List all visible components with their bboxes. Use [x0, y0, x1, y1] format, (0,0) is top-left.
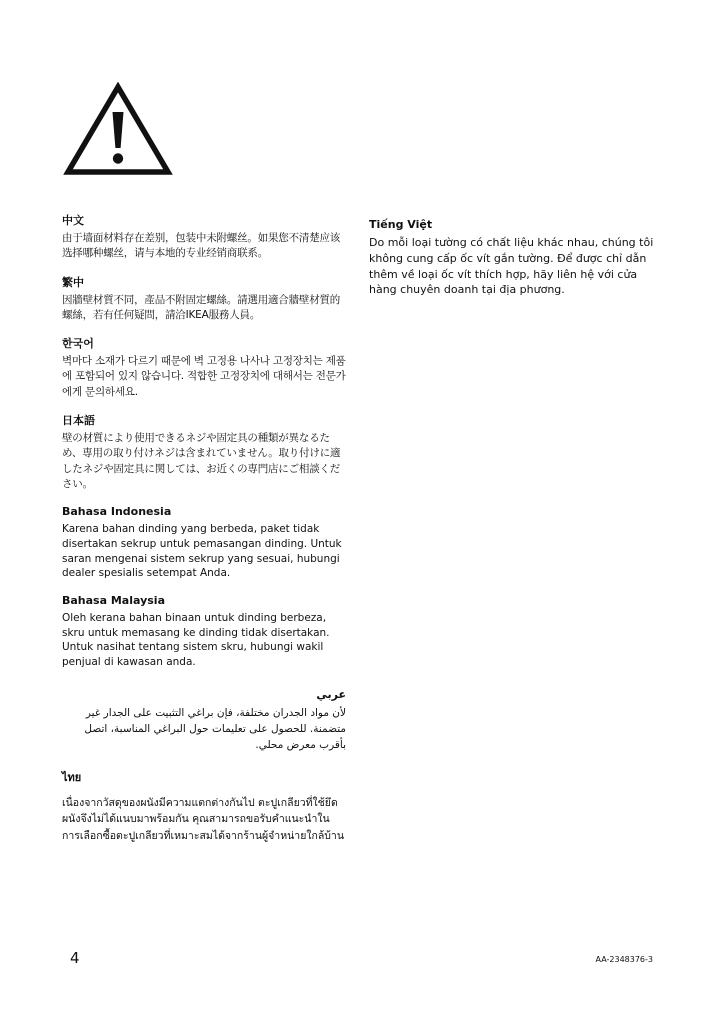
section-heading: 中文 — [62, 214, 84, 227]
section-text: Oleh kerana bahan binaan untuk dinding berbeza, skru untuk memasang ke dinding tidak disertakan. Untuk nasihat tentang sistem skru, hubungi wakil penjual di kawasan anda. — [62, 612, 330, 669]
section-indonesian — [62, 505, 346, 581]
section-text: 因牆壁材質不同，產品不附固定螺絲。請選用適合牆壁材質的螺絲，若有任何疑問，請洽IKEA服務人員。 — [62, 293, 341, 321]
section-text: 壁の材質により使用できるネジや固定具の種類が異なるため、専用の取り付けネジは含まれていません。取り付けに適したネジや固定具に関しては、お近くの専門店にご相談ください。 — [62, 432, 341, 490]
section-heading: 繁中 — [62, 275, 84, 289]
section-japanese — [62, 414, 346, 492]
section-malaysian — [62, 594, 346, 670]
section-heading: Bahasa Malaysia — [62, 594, 165, 608]
section-text: 벽마다 소재가 다르기 때문에 벽 고정용 나사나 고정장치는 제품에 포함되어 있지 않습니다. 적합한 고정장치에 대해서는 전문가에게 문의하세요. — [62, 355, 346, 398]
section-heading: 日本語 — [62, 414, 95, 428]
section-text: Karena bahan dinding yang berbeda, paket tidak disertakan sekrup untuk pemasangan dinding. Untuk saran mengenai sistem sekrup yang sesuai, hubungi dealer spesialis setempat Anda. — [62, 523, 342, 580]
section-text: Do mỗi loại tường có chất liệu khác nhau, chúng tôi không cung cấp ốc vít gắn tường. Để được chỉ dẫn thêm về loại ốc vít thích hợp, hãy liên hệ với cửa hàng chuyên doanh tại địa phương. — [369, 236, 654, 297]
section-chinese-traditional — [62, 276, 346, 324]
left-column — [62, 214, 346, 844]
right-column — [369, 218, 659, 298]
page-number: 4 — [70, 949, 80, 967]
section-arabic — [62, 688, 346, 753]
section-heading: ไทย — [62, 770, 82, 784]
document-id: AA-2348376-3 — [595, 955, 653, 964]
section-text: เนื่องจากวัสดุของผนังมีความแตกต่างกันไป ตะปูเกลียวที่ใช้ยึดผนังจึงไม่ได้แนบมาพร้อมกัน คุณสามารถขอรับคำแนะนำในการเลือกซื้อตะปูเกลียวที่เหมาะสมได้จากร้านผู้จำหน่ายใกล้บ้าน — [62, 796, 345, 842]
section-thai — [62, 771, 346, 845]
section-chinese-simplified — [62, 214, 346, 262]
section-heading: Bahasa Indonesia — [62, 505, 172, 519]
section-text: لأن مواد الجدران مختلفة، فإن براغي التثبيت على الجدار غير متضمنة. للحصول على تعليمات حول البراغي المناسبة، اتصل بأقرب معرض محلي. — [84, 706, 346, 751]
section-text: 由于墙面材料存在差别，包装中未附螺丝。如果您不清楚应该选择哪种螺丝，请与本地的专业经销商联系。 — [62, 232, 341, 260]
section-heading: Tiếng Việt — [369, 218, 433, 231]
warning-triangle-icon — [62, 80, 174, 178]
section-heading: 한국어 — [62, 337, 94, 351]
section-vietnamese — [369, 218, 659, 298]
section-heading: عربي — [316, 687, 346, 701]
section-korean — [62, 337, 346, 400]
